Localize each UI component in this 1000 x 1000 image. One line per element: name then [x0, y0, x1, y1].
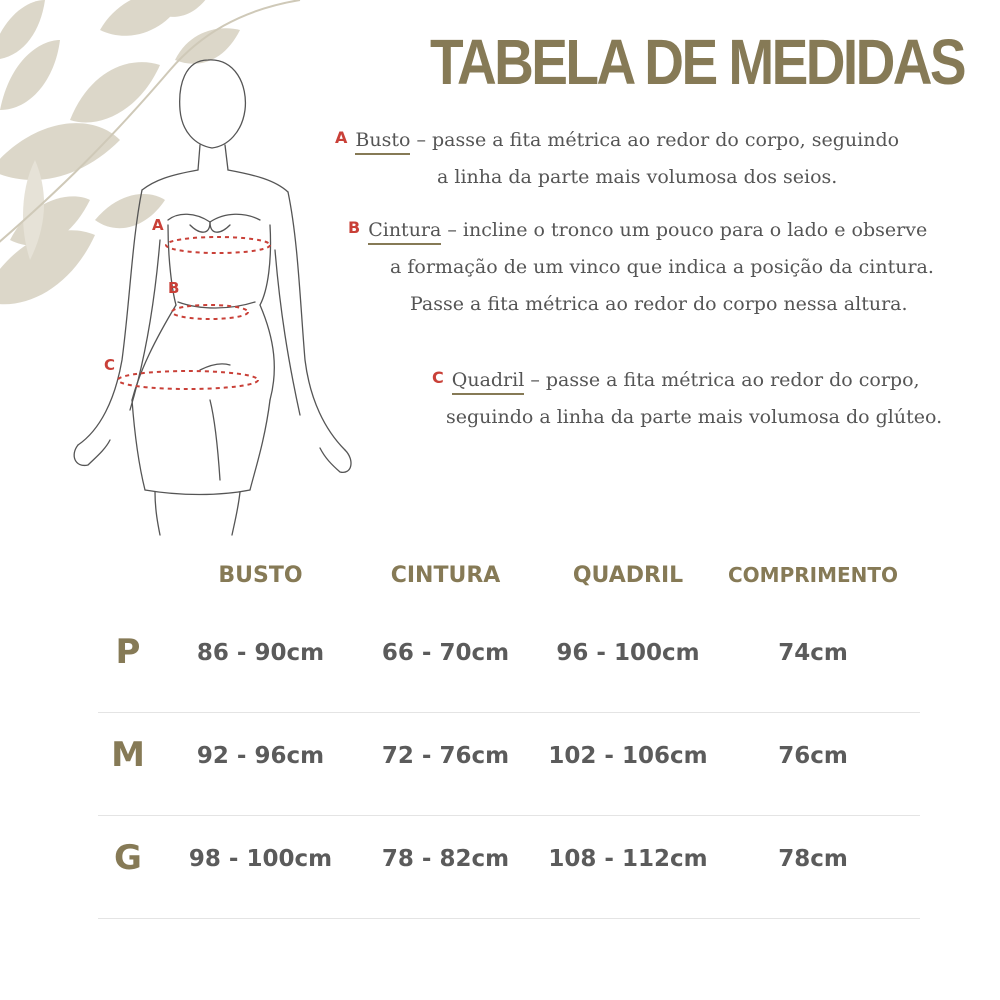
cell-busto: 98 - 100cm — [188, 846, 333, 872]
table-row — [98, 713, 920, 816]
header-busto: BUSTO — [218, 563, 303, 588]
figure-label-c: C — [104, 356, 116, 374]
cell-comprimento: 74cm — [778, 640, 848, 666]
table-row — [98, 610, 920, 713]
cell-comprimento: 78cm — [778, 846, 848, 872]
cell-cintura: 72 - 76cm — [381, 743, 510, 769]
instruction-text: – passe a fita métrica ao redor do corpo, seguindo — [416, 129, 900, 151]
cell-quadril: 108 - 112cm — [548, 846, 708, 872]
page-title: TABELA DE MEDIDAS — [430, 26, 965, 98]
cell-cintura: 78 - 82cm — [381, 846, 510, 872]
cell-busto: 86 - 90cm — [196, 640, 325, 666]
cell-quadril: 96 - 100cm — [556, 640, 700, 666]
body-sketch-figure — [60, 40, 370, 540]
instruction-text: seguindo a linha da parte mais volumosa do glúteo. — [446, 406, 943, 429]
cell-busto: 92 - 96cm — [196, 743, 325, 769]
size-table — [98, 555, 920, 919]
figure-label-a: A — [152, 216, 164, 234]
cell-quadril: 102 - 106cm — [548, 743, 708, 769]
instruction-letter: A — [335, 128, 348, 147]
instruction-text: Passe a fita métrica ao redor do corpo nessa altura. — [410, 293, 908, 316]
cell-comprimento: 76cm — [778, 743, 848, 769]
table-header — [98, 555, 920, 610]
cell-cintura: 66 - 70cm — [381, 640, 510, 666]
instruction-cintura — [348, 212, 934, 323]
header-quadril: QUADRIL — [572, 563, 684, 588]
instruction-letter: C — [432, 368, 444, 387]
size-label: M — [111, 735, 145, 775]
instruction-text: a formação de um vinco que indica a posição da cintura. — [390, 256, 934, 279]
size-label: G — [114, 838, 142, 878]
instruction-text: – incline o tronco um pouco para o lado e observe — [447, 219, 928, 241]
instruction-text: a linha da parte mais volumosa dos seios. — [437, 166, 838, 189]
header-cintura: CINTURA — [390, 563, 501, 588]
figure-label-b: B — [168, 279, 180, 297]
table-row — [98, 816, 920, 919]
size-label: P — [115, 632, 141, 672]
instruction-text: – passe a fita métrica ao redor do corpo, — [530, 369, 920, 391]
instruction-term: Quadril — [452, 369, 525, 395]
instruction-quadril — [432, 362, 942, 436]
instruction-busto — [335, 122, 899, 196]
header-comprimento: COMPRIMENTO — [727, 563, 899, 587]
instruction-letter: B — [348, 218, 361, 237]
instruction-term: Busto — [355, 129, 410, 155]
instruction-term: Cintura — [368, 219, 441, 245]
